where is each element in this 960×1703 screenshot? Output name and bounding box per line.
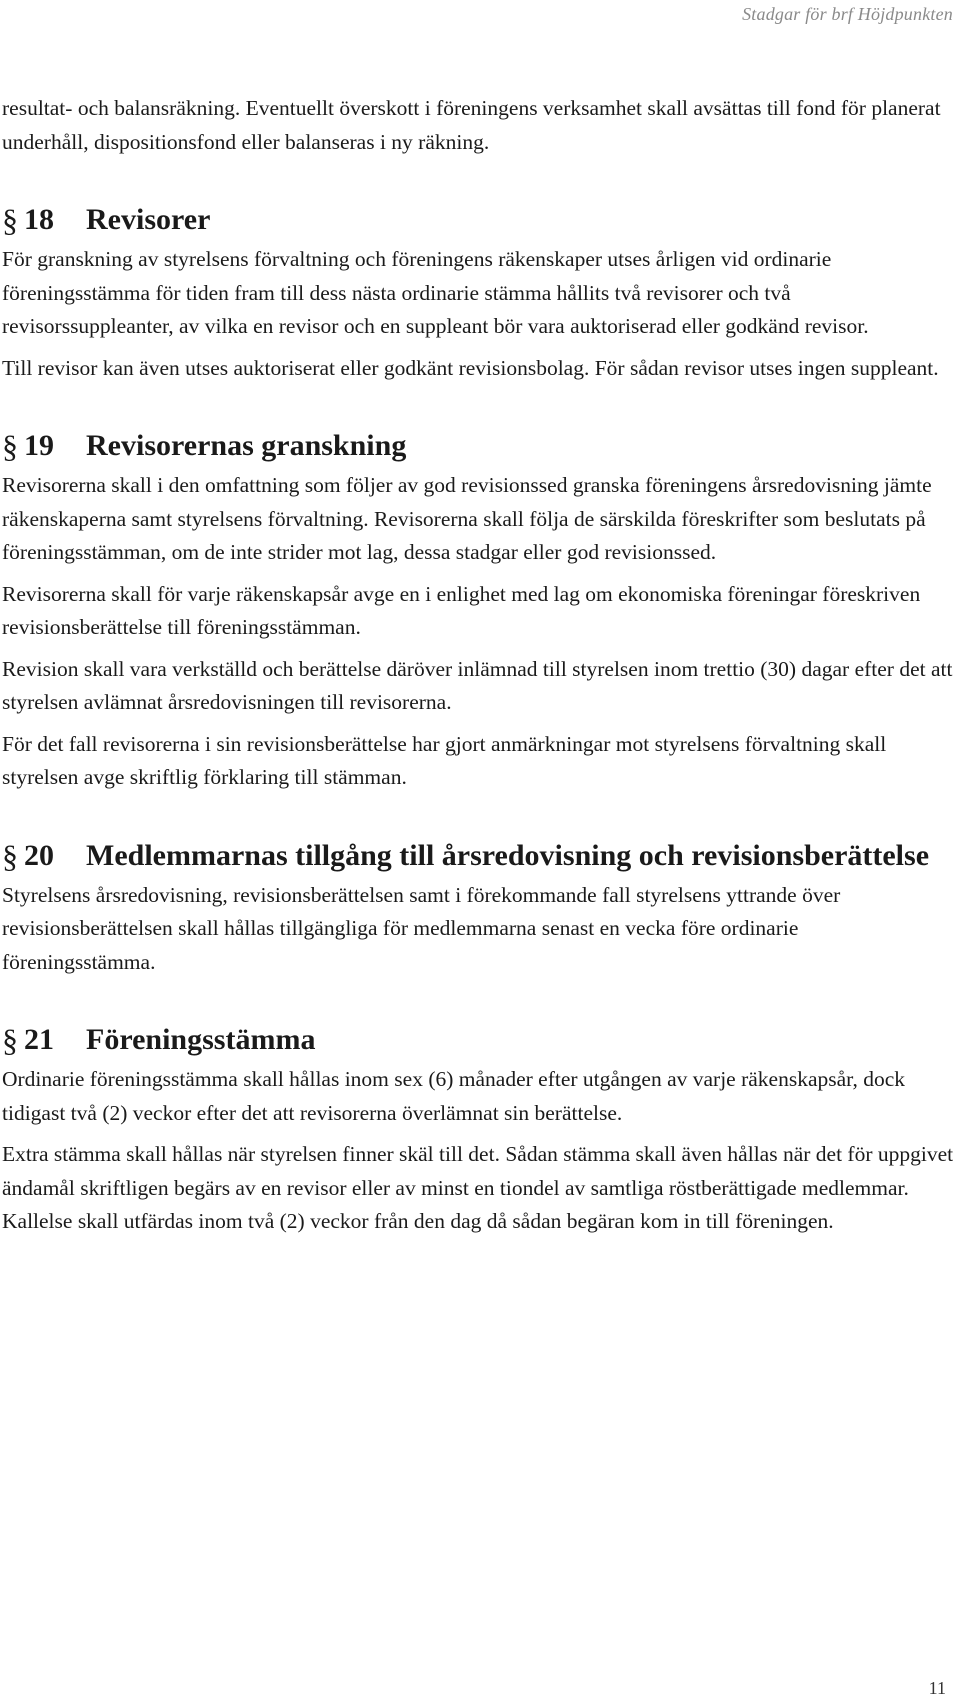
section-heading: [2, 201, 954, 239]
section-paragraph: Styrelsens årsredovisning, revisionsberättelsen samt i förekommande fall styrelsens yttrande över revisionsberättelsen skall hållas tillgängliga för medlemmarna senast en vecka före ordinarie föreningsstämma.: [2, 882, 841, 974]
section-title: Revisorer: [86, 203, 211, 236]
section-21: [2, 1021, 954, 1239]
section-paragraph: Revision skall vara verkställd och berättelse däröver inlämnad till styrelsen inom trettio (30) dagar efter det att styrelsen avlämnat årsredovisningen till revisorerna.: [2, 656, 953, 714]
section-20: [2, 837, 954, 980]
section-number: 20: [24, 838, 54, 872]
section-symbol: §: [2, 1022, 18, 1058]
section-paragraph: Revisorerna skall i den omfattning som följer av god revisionssed granska föreningens årsredovisning jämte räkenskaperna samt styrelsens förvaltning. Revisorerna skall följa de särskilda föreskrifter som beslutats på föreningsstämman, om de inte strider mot lag, dessa stadgar eller god revisionssed.: [2, 473, 932, 564]
section-symbol: §: [2, 837, 18, 874]
section-symbol: §: [2, 202, 18, 238]
document-body: [2, 92, 954, 1239]
section-paragraph: Revisorerna skall för varje räkenskapsår avge en i enlighet med lag om ekonomiska föreningar föreskriven revisionsberättelse till föreningsstämman.: [2, 581, 921, 639]
section-heading: [2, 427, 954, 465]
section-19: [2, 427, 954, 795]
section-paragraph: Till revisor kan även utses auktoriserat eller godkänt revisionsbolag. För sådan revisor utses ingen suppleant.: [2, 355, 939, 380]
section-paragraph: Extra stämma skall hållas när styrelsen finner skäl till det. Sådan stämma skall även hållas när det för uppgivet ändamål skriftligen begärs av en revisor eller av minst en tiondel av samtliga röstberättigade medlemmar. Kallelse skall utfärdas inom två (2) veckor från den dag då sådan begäran kom in till föreningen.: [2, 1142, 954, 1233]
section-heading: [2, 837, 954, 875]
section-number: 21: [24, 1023, 54, 1056]
section-heading: [2, 1021, 954, 1059]
section-paragraph: Ordinarie föreningsstämma skall hållas inom sex (6) månader efter utgången av varje räkenskapsår, dock tidigast två (2) veckor efter det att revisorerna överlämnat sin berättelse.: [2, 1067, 905, 1125]
section-paragraph: För granskning av styrelsens förvaltning och föreningens räkenskaper utses årligen vid ordinarie föreningsstämma för tiden fram till dess nästa ordinarie stämma hållits två revisorer och två revisorssuppleanter, av vilka en revisor och en suppleant bör vara auktoriserad eller godkänd revisor.: [2, 247, 869, 338]
section-title: Medlemmarnas tillgång till årsredovisning och revisionsberättelse: [86, 838, 930, 872]
page-number: 11: [928, 1678, 946, 1698]
section-title: Revisorernas granskning: [86, 429, 407, 462]
intro-paragraph: resultat- och balansräkning. Eventuellt överskott i föreningens verksamhet skall avsättas till fond för planerat underhåll, dispositionsfond eller balanseras i ny räkning.: [2, 96, 941, 154]
section-18: [2, 201, 954, 385]
section-number: 19: [24, 429, 54, 462]
section-number: 18: [24, 203, 54, 236]
running-header: Stadgar för brf Höjdpunkten: [742, 4, 953, 24]
section-title: Föreningsstämma: [86, 1023, 316, 1056]
section-paragraph: För det fall revisorerna i sin revisionsberättelse har gjort anmärkningar mot styrelsens förvaltning skall styrelsen avge skriftlig förklaring till stämman.: [2, 731, 887, 789]
section-symbol: §: [2, 428, 18, 464]
